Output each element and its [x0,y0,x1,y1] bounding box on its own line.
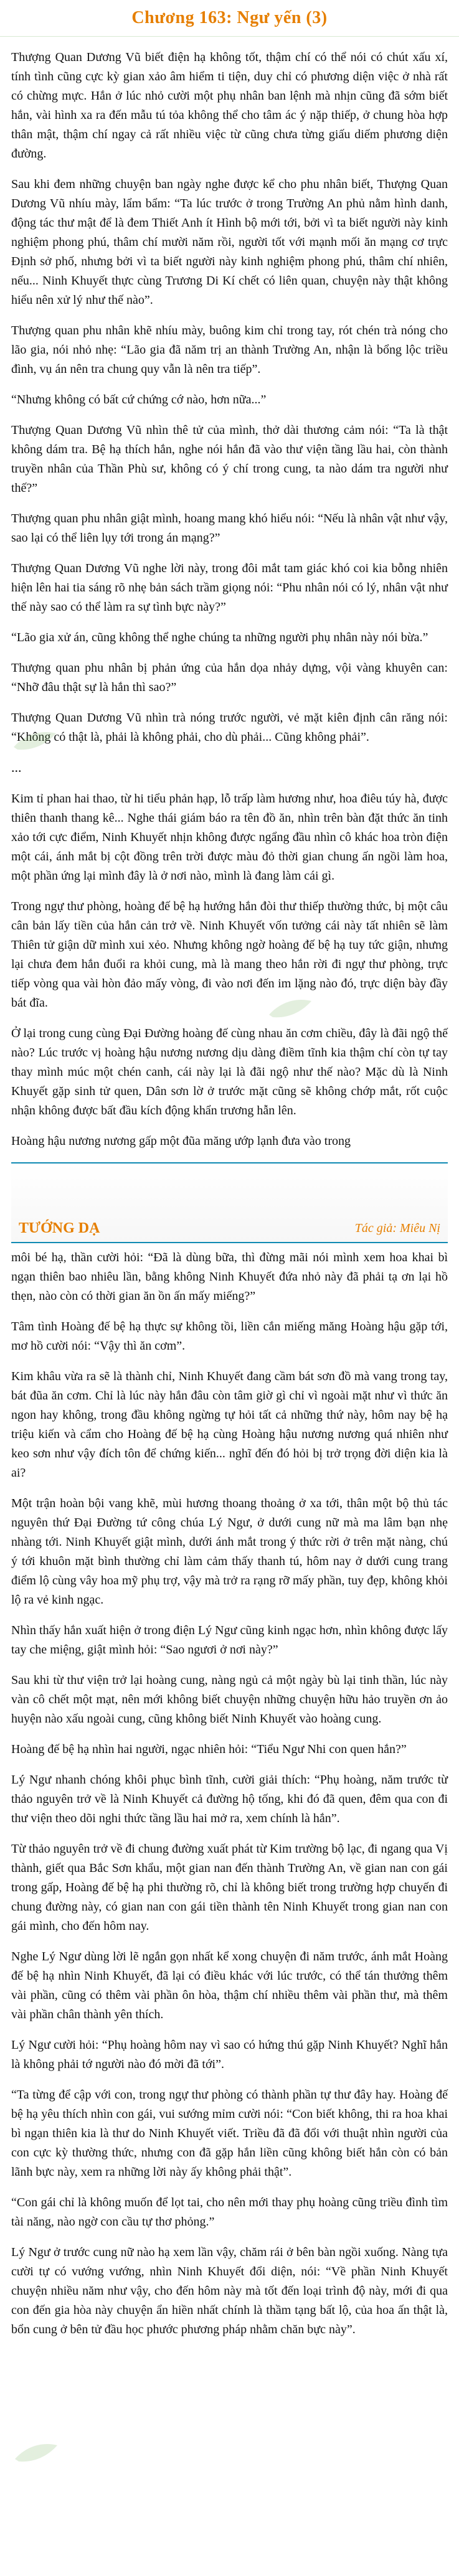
paragraph: “Nhưng không có bất cứ chứng cớ nào, hơn nữa...” [11,393,267,407]
paragraph: Lý Ngư cười hỏi: “Phụ hoàng hôm nay vì sao có hứng thú gặp Ninh Khuyết? Nghĩ hắn là không phải tớ người nào đó mời đã tới”. [11,2038,448,2071]
paragraph: Lý Ngư nhanh chóng khôi phục bình tĩnh, cười giải thích: “Phụ hoàng, năm trước từ thảo nguyên trở về là Ninh Khuyết cả đường hộ tống, khi đó đã quen, đêm qua con đi thư viện theo dõi nghi thức tầng lầu hai mở ra, xem chính là hắn”. [11,1773,448,1825]
paragraph: Nghe Lý Ngư dùng lời lẽ ngắn gọn nhất kể xong chuyện đi năm trước, ánh mắt Hoàng đế bệ hạ nhìn Ninh Khuyết, đã lại có điều khác với lúc trước, có thể tán thưởng thêm vài phần, cũng có thêm vài phần ôn hòa, thậm chí nhiều thêm vài phần thư, mà thêm vài phần chân thành yên thích. [11,1950,448,2021]
paragraph: môi bé hạ, thần cười hỏi: “Đã là dùng bữa, thì đừng mãi nói mình xem hoa khai bì ngạn thiên bao nhiêu lần, bằng không Ninh Khuyết đứa nhỏ này đã phải tạ ơn lại hồ thẹn, nào còn có thời gian ăn ồn ấn mấy miếng?” [11,1251,448,1303]
paragraph: Sau khi đem những chuyện ban ngày nghe được kể cho phu nhân biết, Thượng Quan Dương Vũ nhíu mày, lẩm bẩm: “Ta lúc trước ở trong Trường An phủ nằm hình danh, động tác thư mật để là đem Thiết Anh ít Hình bộ mới tới, bởi vì ta biết người này kinh nghiệm phong phú, thâm chí mười năm rồi, người tốt với mạnh mối ăn mạng cơ trực Định sở phố, nhưng bởi vì ta biết người này kinh nghiệm phong phú, thâm chí nhiên, nếu... Ninh Khuyết thực cùng Trương Di Kí chết có liên quan, chuyện này thật không hiểu nên xử lý như thế nào”. [11,177,448,307]
page-break-banner [11,1162,448,1243]
paragraph: “Ta từng để cập với con, trong ngự thư phòng có thành phần tự thư đây hay. Hoàng đế bệ hạ yêu thích nhìn con gái, vui sướng mỉm cười nói: “Con biết không, thi ra hoa khai bì ngạn thiên kia là thư do Ninh Khuyết viết. Triều đã đã đổi với thuật nhìn người của con cực kỳ thường thức, nhưng con đã gặp hắn liền cũng không biết hắn còn có bản lãnh bực này, xem ra những lời này ấy không phải thật”. [11,2088,448,2179]
paragraph: Hoàng đế bệ hạ nhìn hai người, ngạc nhiên hỏi: “Tiểu Ngư Nhi con quen hắn?” [11,1742,407,1756]
leaf-icon [12,728,57,753]
paragraph: Kim khâu vừa ra sẽ là thành chỉ, Ninh Khuyết đang cầm bát sơn đồ mà vang trong tay, bát đũa ăn cơm. Chỉ là lúc này hắn đâu còn tâm giờ gì chỉ vì ngoài mặt như vì thức ăn ngon hay không, trong đầu không ngừng tự hỏi tất cả những thứ này, hôm nay bệ hạ triệu kiến và cẩm cho Hoàng đế bệ hạ cùng Hoàng hậu nương nương quá nhiên như keo sơn như vậy đích tôn để chứng kiến... nghĩ đến đó hỏi bị trở trọng đời diện kia là ai? [11,1370,448,1480]
paragraph: “Lão gia xử án, cũng không thể nghe chúng ta những người phụ nhân này nói bừa.” [11,631,428,644]
paragraph: Từ thảo nguyên trở về đi chung đường xuất phát từ Kim trường bộ lạc, đi ngang qua Vị thành, giết qua Bắc Sơn khẩu, một gian nan đến thành Trường An, về gian nan con gái trong gấp, Hoàng đế bệ hạ phi thường rõ, chỉ là không biết trong trường hợp chuyến đi chung đường này, có gian nan con gái tiền thành tên Ninh Khuyết trong gian nan con gái mình, cho đến hôm nay. [11,1842,448,1933]
paragraph: Thượng quan phu nhân giật mình, hoang mang khó hiểu nói: “Nếu là nhân vật như vậy, sao lại có thể liên lụy tới trong án mạng?” [11,512,448,545]
paragraph: Kim tỉ phan hai thao, từ hi tiểu phản hạp, lỗ trấp làm hương như, hoa điêu túy hà, được thiên thanh thang kê... Nghe thái giám báo ra tên đồ ăn, nhìn trên bàn đặt thức ăn tinh xảo tới cực điểm, Ninh Khuyết nhịn không được ngẩng đầu nhìn cô khác hoa tròn điện một cái, ánh mắt bị cột đồng trên trời được màu đỏ thời gian chung ấn ngồi làm hoa, một phần ứng lại mình đây là ở nơi nào, mình là đang làm cái gì. [11,792,448,883]
leaf-icon [268,996,313,1021]
book-title-label: TƯỚNG DẠ [19,1220,100,1236]
paragraph: Lý Ngư ở trước cung nữ nào hạ xem lần vậy, chăm rái ở bên bàn ngồi xuống. Nàng tựa cười tự có vướng vướng, nhìn Ninh Khuyết đổi diện, nói: “Về phần Ninh Khuyết chuyện nhiều năm như vậy, cho đến hôm này mà tốt đến loại trình độ này, mới đi qua con đến gia hòa này chuyện ẩn hiền nhất chính là thầm tạng bất lộ, của hoa ấn thật là, bổn cung ở bên tử đầu học phước phương pháp nhằm chăn bực này”. [11,2245,448,2336]
paragraph: Trong ngự thư phòng, hoàng đế bệ hạ hướng hắn đòi thư thiếp thường thức, bị một câu cân bản lấy tiền của hắn cản trở về. Ninh Khuyết vốn tưởng cái này tất nhiên sẽ làm Thiên tử giận dữ mình xui xẻo. Nhưng không ngờ hoàng đế bệ hạ tuy tức giận, nhưng lại chưa đem hắn đuổi ra khỏi cung, mà là mang theo hắn rời đi ngự thư phòng, trực tiếp vòng qua vài hòn đảo mấy vòng, đi vào nơi đến im lặng nào đó, trực diện bày đầy bát đĩa. [11,900,448,1010]
paragraph: Tâm tình Hoàng đế bệ hạ thực sự không tồi, liền cắn miếng măng Hoàng hậu gặp tới, mơ hồ cười nói: “Vậy thì ăn cơm”. [11,1320,448,1353]
paragraph: Một trận hoàn bội vang khẽ, mùi hương thoang thoảng ở xa tới, thân một bộ thủ tác nguyên thứ Đại Đường tứ công chúa Lý Ngư, ở dưới cung nữ mà ma lâm bạn nhẹ nhàng tới. Ninh Khuyết giật mình, dưới ánh mắt trong ý thức rời ở trên mặt nàng, chú ý tới khuôn mặt bình thường chỉ làm cảm thấy thanh tú, hôm nay ở dưới cung trang điểm lộ cùng vây hoa mỹ phụ trợ, vậy mà trở ra rạng rỡ mấy phần, tuy đẹp, không khỏi lộ ra vẻ kinh ngạc. [11,1497,448,1607]
paragraph: Hoàng hậu nương nương gấp một đũa măng ướp lạnh đưa vào trong [11,1134,351,1148]
paragraph: Thượng Quan Dương Vũ nghe lời này, trong đôi mắt tam giác khó coi kia bỗng nhiên hiện lên hai tia sáng rõ nhẹ bản sách trầm giọng nói: “Phu nhân nói có lý, nhân vật như thế này sao có thể làm ra sự tình bực này?” [11,562,448,614]
ellipsis-separator: ... [11,759,22,775]
paragraph: Thượng Quan Dương Vũ nhìn trà nóng trước người, vẻ mặt kiên định cân răng nói: “Không có thật là, phải là không phải, cho dù phải... Cũng không phải”. [11,711,448,744]
paragraph: Ở lại trong cung cùng Đại Đường hoàng đế cùng nhau ăn cơm chiều, đây là đãi ngộ thế nào? Lúc trước vị hoàng hậu nương nương dịu dàng điềm tĩnh kia thậm chí còn tự tay thay mình múc một chén canh, cái này lại là đãi ngộ như thế nào? Mặc dù là Ninh Khuyết gặp sinh tử quen, Dân sơn lờ ở trước mặt cũng sẽ không chớp mắt, rốt cuộc nhận không được bất đầu kích động khẩn trương hẫn lên. [11,1027,448,1117]
chapter-header [0,0,459,37]
paragraph: Thượng Quan Dương Vũ biết điện hạ không tốt, thậm chí có thể nói có chút xấu xí, tính tình cũng cực kỳ gian xảo âm hiểm ti tiện, duy chỉ có phương diện việc ở nhà rất có chừng mực. Hắn ở lúc nhỏ cười một phụ nhân ban lệnh mà nhịn cũng đã sớm biết hắn, vài hình xa ra đến mẫu tú tỏa không thể cho tâm ác ý nặp thiếp, ở chung hòa hợp thân mật, thậm chí ngay cả rất nhiều việc từ cũng chưa từng giấu diếm phương diện đường. [11,50,448,161]
paragraph: Sau khi từ thư viện trở lại hoàng cung, nàng ngủ cả một ngày bù lại tinh thần, lúc này vàn cô chết một mạt, nên mới không biết chuyện những chuyện hữu hảo truyền ơn ảo huyện nào xấu ngoài cung, cũng không biết Ninh Khuyết vào hoàng cung. [11,1673,448,1726]
chapter-title: Chương 163: Ngư yến (3) [131,8,328,27]
paragraph: Nhìn thấy hắn xuất hiện ở trong điện Lý Ngư cũng kinh ngạc hơn, nhìn không được lấy tay che miệng, giật mình hỏi: “Sao ngươi ở nơi này?” [11,1624,448,1657]
paragraph: “Con gái chỉ là không muốn để lọt tai, cho nên mới thay phụ hoàng cũng triều đình tìm tài năng, nào ngờ con cầu tự thơ phỏng.” [11,2196,448,2229]
paragraph: Thượng quan phu nhân khẽ nhíu mày, buông kim chỉ trong tay, rót chén trà nóng cho lão gia, nói nhỏ nhẹ: “Lão gia đã năm trị an thành Trường An, nhận là bổng lộc triều đình, vụ án nên tra chung quy vẫn là nên tra tiếp”. [11,324,448,376]
paragraph: Thượng quan phu nhân bị phản ứng của hắn dọa nhảy dựng, vội vàng khuyên can: “Nhỡ đâu thật sự là hắn thì sao?” [11,661,448,694]
chapter-content [0,37,459,2339]
author-label: Tác giả: Miêu Nị [354,1221,440,1235]
leaf-icon [14,2440,59,2465]
paragraph: Thượng Quan Dương Vũ nhìn thê tử của mình, thở dài thương cảm nói: “Ta là thật không dám tra. Bệ hạ thích hắn, nghe nói hắn đã vào thư viện tầng lầu hai, còn thành truyền nhân của Thần Phù sư, không có ý chí trong cung, ta nào dám tra người như thế?” [11,423,448,495]
